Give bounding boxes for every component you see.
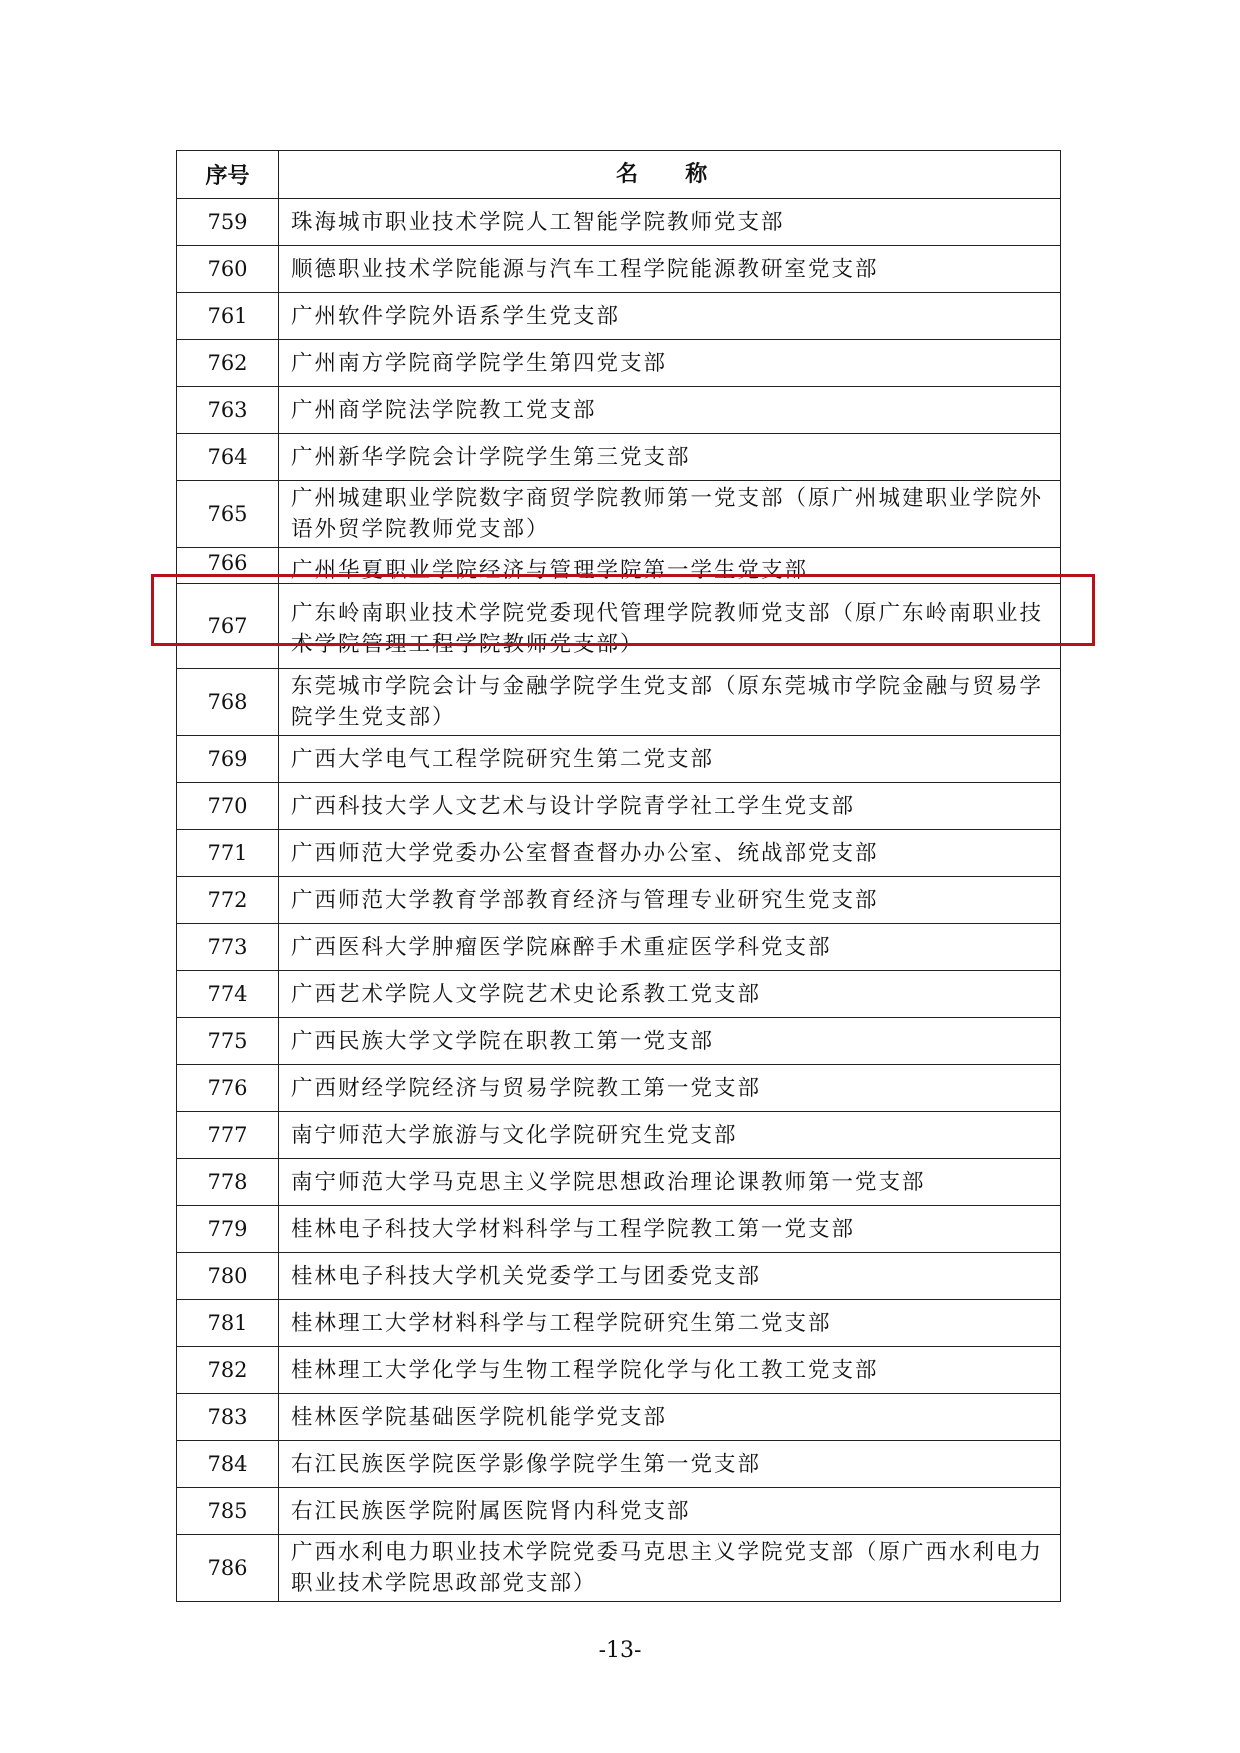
- table-row: [177, 1253, 1061, 1300]
- row-name: 广州新华学院会计学院学生第三党支部: [279, 434, 1061, 481]
- row-name: 广州南方学院商学院学生第四党支部: [279, 340, 1061, 387]
- row-index: 767: [177, 584, 279, 669]
- row-name: 广西水利电力职业技术学院党委马克思主义学院党支部（原广西水利电力职业技术学院思政部党支部）: [279, 1535, 1061, 1602]
- table-row: [177, 246, 1061, 293]
- row-index: 785: [177, 1488, 279, 1535]
- row-index: 786: [177, 1535, 279, 1602]
- row-index: 783: [177, 1394, 279, 1441]
- row-name: 右江民族医学院附属医院肾内科党支部: [279, 1488, 1061, 1535]
- row-index: 771: [177, 830, 279, 877]
- row-index: 779: [177, 1206, 279, 1253]
- table-header-row: [177, 151, 1061, 199]
- row-index: 762: [177, 340, 279, 387]
- row-name: 广西师范大学教育学部教育经济与管理专业研究生党支部: [279, 877, 1061, 924]
- row-name: 广西师范大学党委办公室督查督办办公室、统战部党支部: [279, 830, 1061, 877]
- table-row: [177, 1159, 1061, 1206]
- row-index: 776: [177, 1065, 279, 1112]
- table-row: [177, 1065, 1061, 1112]
- table-row: [177, 924, 1061, 971]
- row-name: 东莞城市学院会计与金融学院学生党支部（原东莞城市学院金融与贸易学院学生党支部）: [279, 669, 1061, 736]
- row-index: 784: [177, 1441, 279, 1488]
- row-index: 770: [177, 783, 279, 830]
- row-name: 珠海城市职业技术学院人工智能学院教师党支部: [279, 199, 1061, 246]
- row-name: 广州城建职业学院数字商贸学院教师第一党支部（原广州城建职业学院外语外贸学院教师党支部）: [279, 481, 1061, 548]
- row-name: 桂林理工大学化学与生物工程学院化学与化工教工党支部: [279, 1347, 1061, 1394]
- row-name: 广州软件学院外语系学生党支部: [279, 293, 1061, 340]
- row-index: 773: [177, 924, 279, 971]
- row-name: 桂林电子科技大学材料科学与工程学院教工第一党支部: [279, 1206, 1061, 1253]
- table-row: [177, 830, 1061, 877]
- row-index: 766: [177, 548, 279, 584]
- table-row: [177, 1441, 1061, 1488]
- row-index: 764: [177, 434, 279, 481]
- row-name: 南宁师范大学旅游与文化学院研究生党支部: [279, 1112, 1061, 1159]
- table-row: [177, 548, 1061, 584]
- row-name-text: 广州华夏职业学院经济与管理学院第一学生党支部: [291, 558, 809, 583]
- row-index: 760: [177, 246, 279, 293]
- table-row: [177, 340, 1061, 387]
- table-row: [177, 1018, 1061, 1065]
- row-index: 780: [177, 1253, 279, 1300]
- row-name: 广西科技大学人文艺术与设计学院青学社工学生党支部: [279, 783, 1061, 830]
- row-index: 759: [177, 199, 279, 246]
- table-row: [177, 783, 1061, 830]
- row-name: 右江民族医学院医学影像学院学生第一党支部: [279, 1441, 1061, 1488]
- row-name: 广州商学院法学院教工党支部: [279, 387, 1061, 434]
- row-index: 772: [177, 877, 279, 924]
- row-index: 781: [177, 1300, 279, 1347]
- table-row: [177, 434, 1061, 481]
- row-name: 广西民族大学文学院在职教工第一党支部: [279, 1018, 1061, 1065]
- table-row: [177, 1488, 1061, 1535]
- table-row: [177, 877, 1061, 924]
- row-name: 桂林理工大学材料科学与工程学院研究生第二党支部: [279, 1300, 1061, 1347]
- row-name: 广西艺术学院人文学院艺术史论系教工党支部: [279, 971, 1061, 1018]
- row-index: 769: [177, 736, 279, 783]
- row-index: 775: [177, 1018, 279, 1065]
- table-row: [177, 387, 1061, 434]
- table-row: [177, 1394, 1061, 1441]
- row-name: 顺德职业技术学院能源与汽车工程学院能源教研室党支部: [279, 246, 1061, 293]
- row-index: 761: [177, 293, 279, 340]
- header-index: 序号: [177, 151, 279, 199]
- table-row: [177, 1535, 1061, 1602]
- row-name: 桂林医学院基础医学院机能学党支部: [279, 1394, 1061, 1441]
- table-row: [177, 736, 1061, 783]
- table-row: [177, 1347, 1061, 1394]
- table-row-highlighted: [177, 584, 1061, 669]
- table-row: [177, 1112, 1061, 1159]
- table-row: [177, 293, 1061, 340]
- row-index: 774: [177, 971, 279, 1018]
- table-row: [177, 1300, 1061, 1347]
- row-index: 763: [177, 387, 279, 434]
- organization-table: [176, 150, 1061, 1602]
- row-name: 广西医科大学肿瘤医学院麻醉手术重症医学科党支部: [279, 924, 1061, 971]
- page-number: -13-: [598, 1638, 642, 1663]
- table-row: [177, 481, 1061, 548]
- row-name: [279, 548, 1061, 584]
- row-name: 广西财经学院经济与贸易学院教工第一党支部: [279, 1065, 1061, 1112]
- table-row: [177, 669, 1061, 736]
- row-index: 765: [177, 481, 279, 548]
- row-index: 778: [177, 1159, 279, 1206]
- table-row: [177, 199, 1061, 246]
- row-index: 782: [177, 1347, 279, 1394]
- row-name: 南宁师范大学马克思主义学院思想政治理论课教师第一党支部: [279, 1159, 1061, 1206]
- row-name: 桂林电子科技大学机关党委学工与团委党支部: [279, 1253, 1061, 1300]
- header-name: 名 称: [279, 151, 1061, 199]
- row-index: 777: [177, 1112, 279, 1159]
- row-index: 768: [177, 669, 279, 736]
- row-name: 广东岭南职业技术学院党委现代管理学院教师党支部（原广东岭南职业技术学院管理工程学院教师党支部）: [279, 584, 1061, 669]
- table-row: [177, 1206, 1061, 1253]
- table-row: [177, 971, 1061, 1018]
- row-name: 广西大学电气工程学院研究生第二党支部: [279, 736, 1061, 783]
